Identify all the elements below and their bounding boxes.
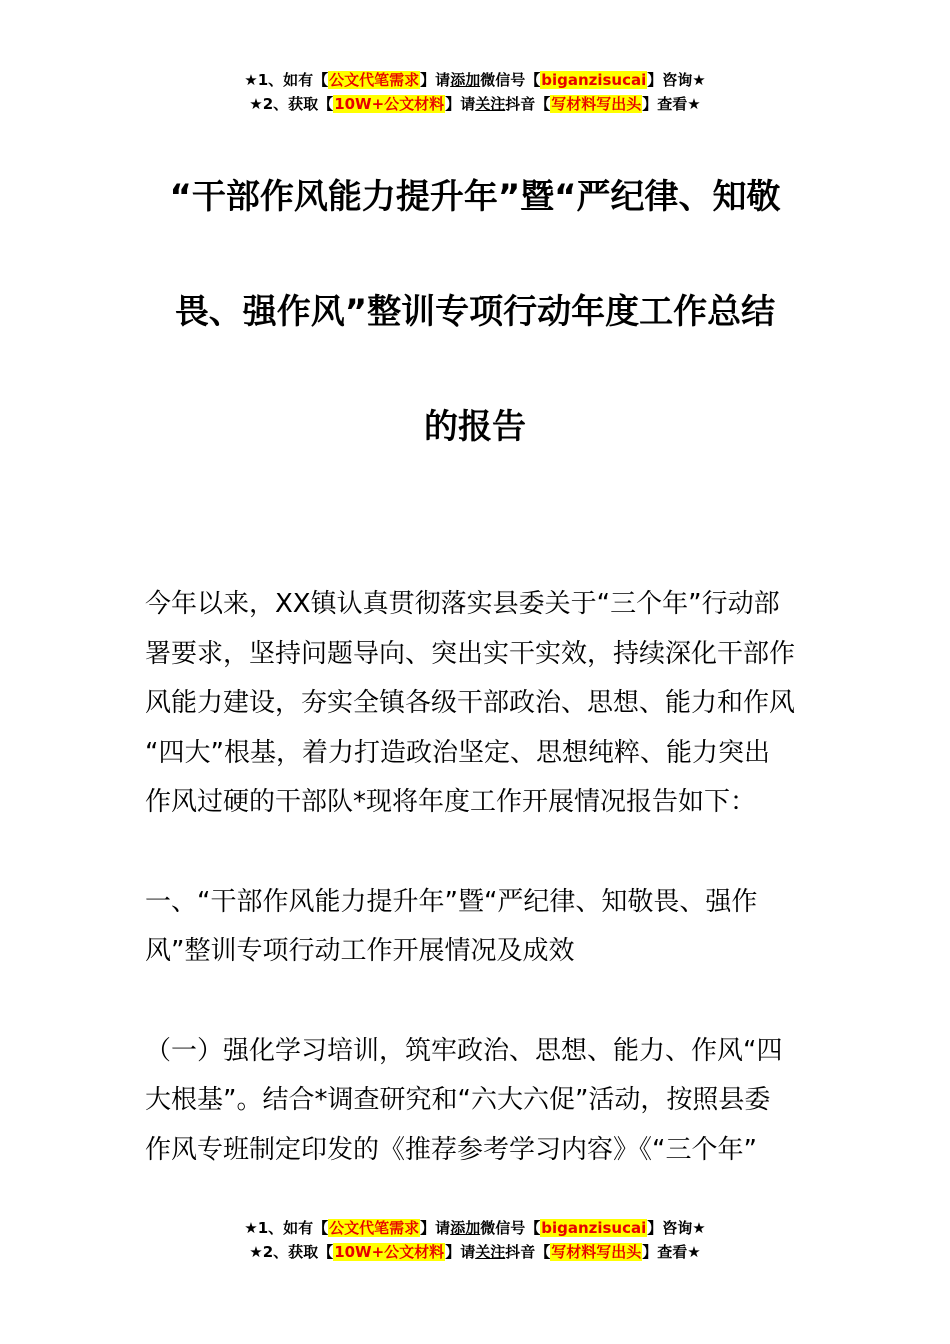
banner-highlight: biganzisucai <box>541 1219 647 1237</box>
banner-highlight: 10W+公文材料 <box>334 1243 445 1261</box>
banner-line-2: ★2、获取【10W+公文材料】请关注抖音【写材料写出头】查看★ <box>249 95 701 113</box>
title-line: 畏、强作风”整训专项行动年度工作总结 <box>174 292 776 332</box>
banner-highlight: biganzisucai <box>541 71 647 89</box>
top-banner <box>0 68 950 116</box>
intro-paragraph: 今年以来，XX镇认真贯彻落实县委关于“三个年”行动部 署要求，坚持问题导向、突出实干实效，持续深化干部作 风能力建设，夯实全镇各级干部政治、思想、能力和作风 “四大”根基，着力打造政治坚定、思想纯粹、能力突出 作风过硬的干部队*现将年度工作开展情况报告如下： <box>145 589 796 817</box>
document-title <box>0 140 950 485</box>
banner-highlight: 写材料写出头 <box>551 1243 642 1261</box>
banner-highlight: 10W+公文材料 <box>334 95 445 113</box>
bottom-banner <box>0 1216 950 1264</box>
title-line: “干部作风能力提升年”暨“严纪律、知敬 <box>169 177 781 217</box>
title-line: 的报告 <box>424 407 526 447</box>
banner-highlight: 公文代笔需求 <box>329 71 420 89</box>
banner-highlight: 写材料写出头 <box>551 95 642 113</box>
banner-highlight: 公文代笔需求 <box>329 1219 420 1237</box>
banner-line-1: ★1、如有【公文代笔需求】请添加微信号【biganzisucai】咨询★ <box>244 1219 706 1237</box>
banner-line-2: ★2、获取【10W+公文材料】请关注抖音【写材料写出头】查看★ <box>249 1243 701 1261</box>
document-body <box>145 580 810 1175</box>
subsection-paragraph: （一）强化学习培训，筑牢政治、思想、能力、作风“四 大根基”。结合*调查研究和“六大六促”活动，按照县委 作风专班制定印发的《推荐参考学习内容》《“三个年” <box>145 1035 783 1165</box>
section-heading: 一、“干部作风能力提升年”暨“严纪律、知敬畏、强作 风”整训专项行动工作开展情况及成效 <box>145 886 758 966</box>
banner-line-1: ★1、如有【公文代笔需求】请添加微信号【biganzisucai】咨询★ <box>244 71 706 89</box>
